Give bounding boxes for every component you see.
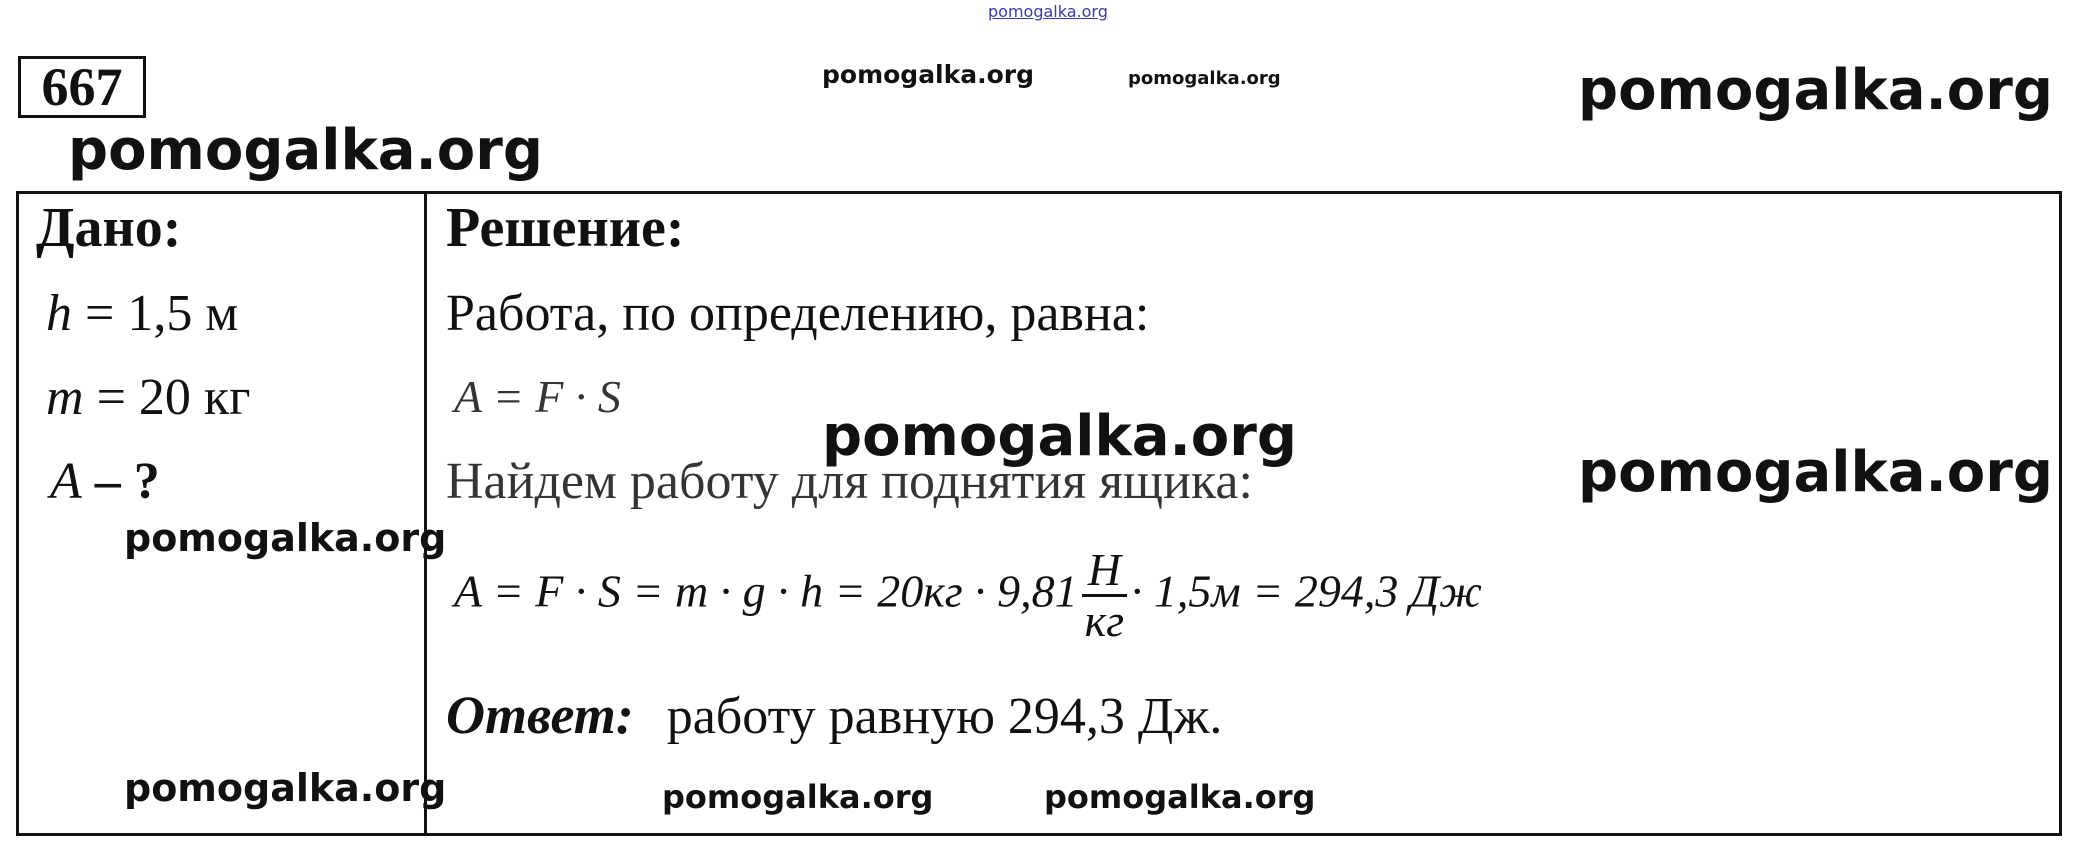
solution-line-lift: Найдем работу для поднятия ящика: [446, 453, 1253, 510]
height-value: = 1,5 м [85, 285, 239, 342]
given-mass [46, 368, 250, 427]
watermark-solution-right: pomogalka.org [1578, 440, 2053, 505]
column-divider [424, 191, 427, 836]
answer-label: Ответ: [446, 685, 634, 745]
height-variable: h [46, 285, 72, 342]
formula-work-definition: A = F · S [454, 371, 621, 422]
watermark-top-small: pomogalka.org [988, 2, 1108, 21]
watermark-header-right: pomogalka.org [1578, 58, 2053, 123]
given-height [46, 284, 238, 343]
watermark-header-center-small: pomogalka.org [1128, 68, 1281, 89]
watermark-bottom-2: pomogalka.org [1044, 778, 1316, 816]
given-find [50, 452, 160, 511]
work-variable: A [50, 453, 82, 510]
fraction-denominator: кг [1084, 595, 1125, 647]
watermark-solution-center: pomogalka.org [822, 404, 1297, 469]
mass-variable: m [46, 369, 84, 426]
formula-rhs: · 1,5м = 294,3 Дж [1130, 565, 1482, 617]
problem-number: 667 [18, 56, 146, 118]
formula-lhs: A = F · S = m · g · h = 20кг · 9,81 [454, 565, 1078, 617]
given-heading: Дано: [36, 197, 182, 259]
watermark-header-left: pomogalka.org [68, 118, 543, 183]
mass-value: = 20 кг [96, 369, 251, 426]
formula-work-calculation [454, 546, 1482, 646]
watermark-header-center: pomogalka.org [822, 60, 1035, 89]
unit-fraction [1082, 546, 1127, 646]
watermark-bottom-1: pomogalka.org [662, 778, 934, 816]
solution-line-definition: Работа, по определению, равна: [446, 285, 1150, 342]
solution-heading: Решение: [446, 197, 685, 259]
watermark-given-1: pomogalka.org [124, 516, 447, 560]
answer-text: работу равную 294,3 Дж. [666, 688, 1223, 745]
fraction-numerator: H [1082, 546, 1127, 597]
answer-line [446, 684, 1222, 746]
find-question: – ? [94, 453, 160, 510]
watermark-given-2: pomogalka.org [124, 766, 447, 810]
